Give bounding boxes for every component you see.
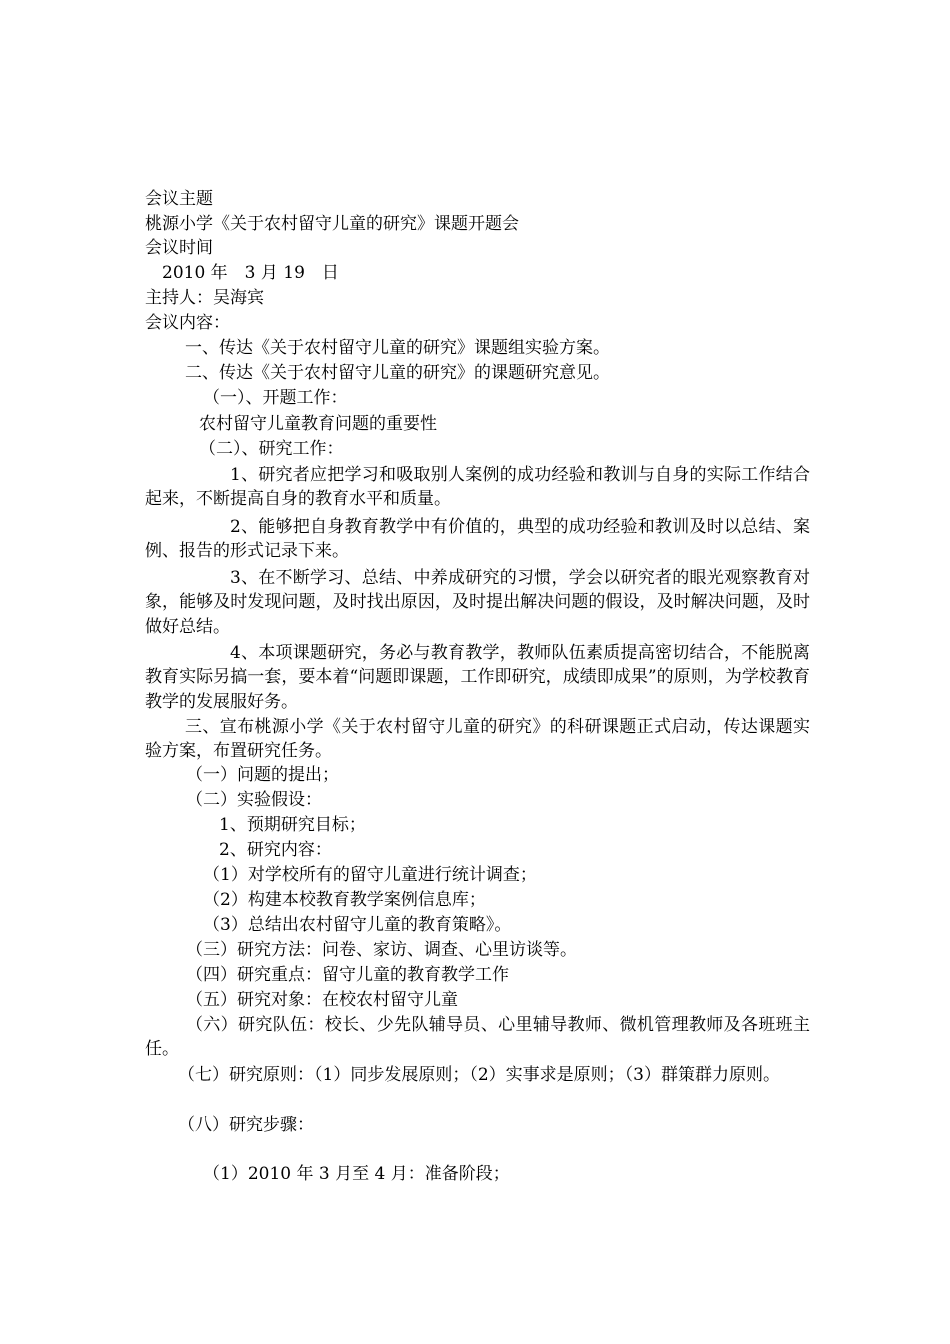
section-research-principles: （七）研究原则：（1）同步发展原则；（2）实事求是原则；（3）群策群力原则。 [178, 1065, 780, 1085]
section-problem-raised: （一）问题的提出； [186, 765, 339, 785]
content-item-case-library: （2）构建本校教育教学案例信息库； [203, 890, 486, 910]
section-research-subject: （五）研究对象：在校农村留守儿童 [186, 990, 458, 1010]
sub-heading-opening-work: （一）、开题工作： [203, 388, 348, 408]
section-research-method: （三）研究方法：问卷、家访、调查、心里访谈等。 [186, 940, 577, 960]
content-item-strategy: （3）总结出农村留守儿童的教育策略》。 [203, 915, 512, 935]
section-hypothesis: （二）实验假设： [186, 790, 322, 810]
heading-meeting-topic: 会议主题 [145, 189, 213, 209]
content-item-2: 二、传达《关于农村留守儿童的研究》的课题研究意见。 [185, 363, 610, 383]
meeting-topic-text: 桃源小学《关于农村留守儿童的研究》课题开题会 [145, 214, 519, 234]
heading-meeting-content: 会议内容： [145, 313, 230, 333]
meeting-date-text: 2010 年 3 月 19 日 [162, 263, 339, 283]
section-research-steps: （八）研究步骤： [178, 1115, 314, 1135]
heading-meeting-time: 会议时间 [145, 238, 213, 258]
content-item-survey: （1）对学校所有的留守儿童进行统计调查； [203, 865, 537, 885]
opening-work-text: 农村留守儿童教育问题的重要性 [199, 414, 437, 434]
host-line: 主持人：吴海宾 [145, 288, 264, 308]
sub-heading-research-work: （二）、研究工作： [199, 439, 344, 459]
research-step-1: （1）2010 年 3 月至 4 月：准备阶段； [203, 1164, 510, 1184]
research-work-point-4: 4、本项课题研究，务必与教育教学，教师队伍素质提高密切结合，不能脱离教育实际另搞一套，要本着“问题即课题，工作即研究，成绩即成果”的原则，为学校教育教学的发展服好务。 [145, 643, 810, 712]
hypothesis-goal: 1、预期研究目标； [219, 815, 366, 835]
research-work-point-2: 2、能够把自身教育教学中有价值的，典型的成功经验和教训及时以总结、案例、报告的形式记录下来。 [145, 517, 810, 562]
research-work-point-3: 3、在不断学习、总结、中养成研究的习惯，学会以研究者的眼光观察教育对象，能够及时发现问题，及时找出原因，及时提出解决问题的假设，及时解决问题，及时做好总结。 [145, 568, 810, 637]
content-item-1: 一、传达《关于农村留守儿童的研究》课题组实验方案。 [185, 338, 610, 358]
content-item-3: 三、宣布桃源小学《关于农村留守儿童的研究》的科研课题正式启动，传达课题实验方案，布置研究任务。 [145, 717, 810, 762]
research-work-point-1: 1、研究者应把学习和吸取别人案例的成功经验和教训与自身的实际工作结合起来，不断提高自身的教育水平和质量。 [145, 465, 810, 510]
section-research-focus: （四）研究重点：留守儿童的教育教学工作 [186, 965, 509, 985]
section-research-team: （六）研究队伍：校长、少先队辅导员、心里辅导教师、微机管理教师及各班班主任。 [145, 1015, 810, 1060]
hypothesis-content: 2、研究内容： [219, 840, 332, 860]
